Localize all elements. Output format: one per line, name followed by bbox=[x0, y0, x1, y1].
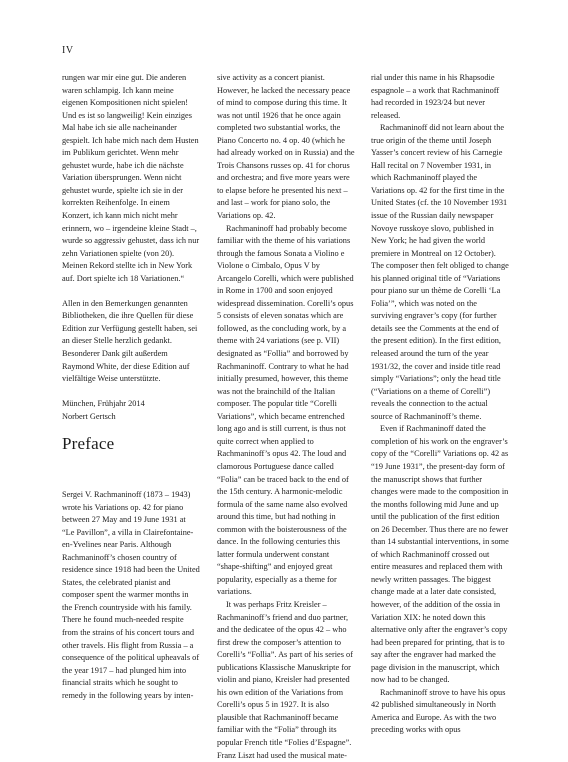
place-date: München, Frühjahr 2014 bbox=[62, 399, 145, 409]
paragraph: Rachmaninoff had probably become familiar with the theme of his variations through the famous Sonata a Violino e Violone o Cimbalo, Opus V by Arcangelo Corelli, which were published in Rome in 1700 and soon enjoyed widespread dissemination. Corelli’s opus 5 consists of eleven sonatas which are followed, as the concluding work, by a theme with 24 variations (see p. VII) designated as “Follia” and borrowed by Rachmaninoff. Contrary to what he had initially presumed, however, this theme was not the brainchild of the Italian composer. The popular title “Corelli Variations”, which became entrenched long ago and is still current, is thus not quite correct when applied to Rachmaninoff’s opus 42. The loud and clamorous Portuguese dance called “Folia” can be traced back to the end of the 15th century. A harmonic-melodic formula of the same name also evolved around this time, but had nothing in common with the boisterousness of the dance. In the following centuries this latter formula underwent constant “shape-shifting” and enjoyed great popularity, especially as a theme for variations. bbox=[217, 223, 354, 597]
paragraph: Rachmaninoff strove to have his opus 42 published simultaneously in North America and Europe. As with the two preceding works with opus bbox=[371, 687, 506, 735]
acknowledgements-paragraph: Allen in den Bemerkungen genannten Bibliotheken, die ihre Quellen für diese Edition zur Verfügung gestellt haben, sei an dieser Stelle herzlich gedankt. Besonderer Dank gilt außerdem Raymond White, der diese Edition auf vielfältige Weise unterstützte. bbox=[62, 298, 198, 384]
column-left bbox=[62, 72, 200, 423]
page-number: IV bbox=[62, 45, 74, 56]
section-heading: Preface bbox=[62, 434, 115, 453]
column-middle bbox=[217, 72, 355, 762]
column-right bbox=[371, 72, 509, 737]
paragraph: rial under this name in his Rhapsodie espagnole – a work that Rachmaninoff had recorded in 1923/24 but never released. bbox=[371, 73, 500, 120]
paragraph: Even if Rachmaninoff dated the completion of his work on the engraver’s copy of the “Corelli” Variations op. 42 as “19 June 1931”, the present-day form of the manuscript shows that further changes were made to the composition in the months following mid June and up until the publication of the first edition on 26 December. Thus there are no fewer than 14 substantial interventions, in some of which Rachmaninoff crossed out entire measures and replaced them with newly written passages. The biggest change made at a later date consisted, however, of the addition of the ossia in Variation XIX: he noted down this alternative only after the engraver’s copy had been prepared for printing, that is to say after the engraver had marked the page division in the manuscript, which now had to be changed. bbox=[371, 424, 509, 685]
german-quote-paragraph: rungen war mir eine gut. Die anderen waren schlampig. Ich kann meine eigenen Kompositionen nicht spielen! Und es ist so langweilig! Kein einziges Mal habe ich sie alle nacheinander gespielt. Ich habe mich nach dem Husten im Publikum gerichtet. Wenn mehr gehustet wurde, habe ich die nächste Variation übersprungen. Wenn nicht gehustet wurde, spielte ich sie in der korrekten Reihenfolge. In einem Konzert, ich kann mich nicht mehr erinnern, wo – irgendeine kleine Stadt –, wurde so aggressiv gehustet, dass ich nur zehn Variationen spielte (von 20). Meinen Rekord stellte ich in New York auf. Dort spielte ich 18 Variationen.“ bbox=[62, 73, 200, 283]
author-name: Norbert Gertsch bbox=[62, 411, 116, 421]
paragraph: Rachmaninoff did not learn about the true origin of the theme until Joseph Yasser’s concert review of his Carnegie Hall recital on 7 November 1931, in which Rachmaninoff played the Variations op. 42 for the first time in the United States (cf. the 10 November 1931 issue of the Russian daily newspaper Novoye russkoye slovo, published in New York; he had given the world premiere in Montreal on 12 October). The composer then felt obliged to change his planned original title of “Variations pour piano sur un thème de Corelli ‘La Folia’”, which was noted on the surviving engraver’s copy (for further details see the Comments at the end of the present edition). In the first edition, released around the turn of the year 1931/32, the cover and inside title read simply “Variations”; only the head title (“Variations on a theme of Corelli”) reveals the connection to the actual source of Rachmaninoff’s theme. bbox=[371, 123, 509, 421]
preface-intro-column bbox=[62, 489, 200, 702]
paragraph: It was perhaps Fritz Kreisler – Rachmaninoff’s friend and duo partner, and the dedicatee of the opus 42 – who first drew the composer’s attention to Corelli’s “Follia”. As part of his series of publications Klassische Manuskripte for violin and piano, Kreisler had presented his own edition of the Variations from Corelli’s opus 5 in 1927. It is also plausible that Rachmaninoff became familiar with the “Folia” through its popular French title “Folies d’Espagne”. Franz Liszt had used the musical mate- bbox=[217, 599, 353, 760]
preface-intro-paragraph: Sergei V. Rachmaninoff (1873 – 1943) wrote his Variations op. 42 for piano between 27 May and 19 June 1931 at “Le Pavillon”, a villa in Clairefontaine-en-Yvelines near Paris. Although Rachmaninoff’s chosen country of residence since 1918 had been the United States, the celebrated pianist and composer spent the warmer months in the French countryside with his family. There he found much-needed respite from the strains of his concert tours and other travels. His flight from Russia – a consequence of the political upheavals of the year 1917 – had plunged him into financial straits which he sought to remedy in the following years by inten- bbox=[62, 490, 200, 700]
paragraph: sive activity as a concert pianist. However, he lacked the necessary peace of mind to compose during this time. It was not until 1926 that he once again completed two substantial works, the Piano Concerto no. 4 op. 40 (which he had already worked on in Russia) and the Trois Chansons russes op. 41 for chorus and orchestra; and five more years were to elapse before he presented his next – and last – work for piano solo, the Variations op. 42. bbox=[217, 73, 355, 221]
